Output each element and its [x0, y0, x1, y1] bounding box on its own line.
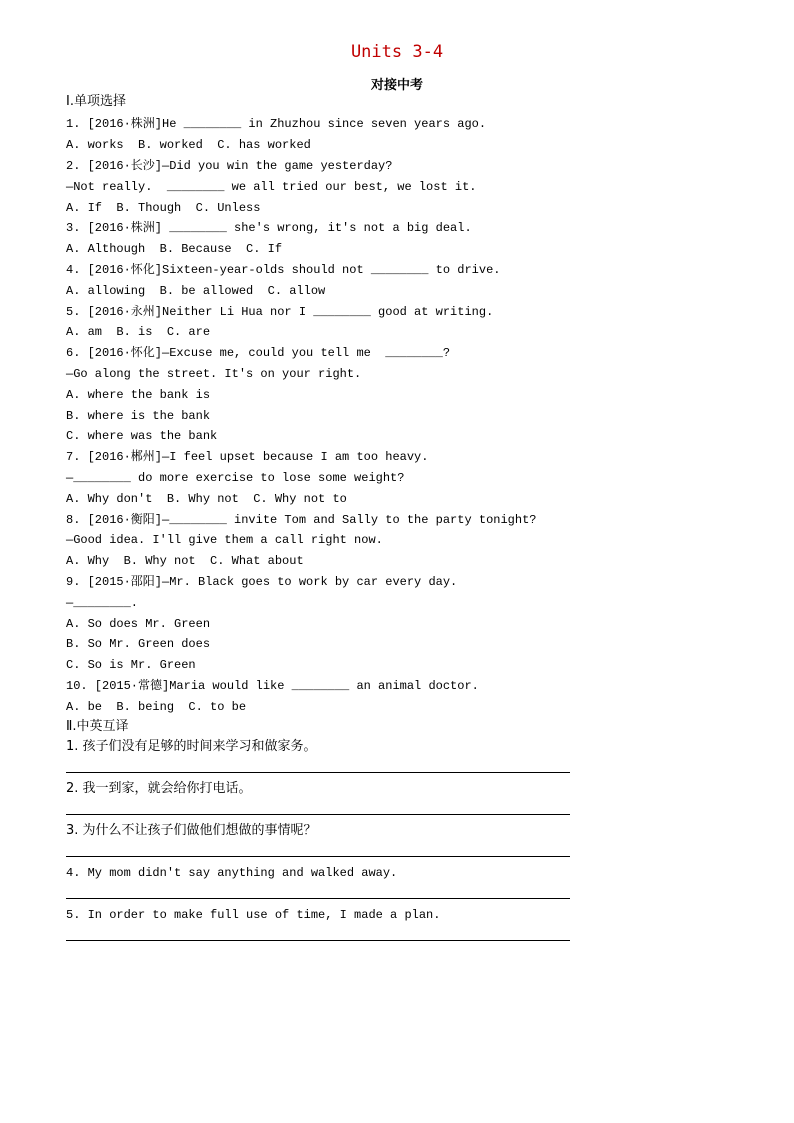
page-subtitle: 对接中考 — [370, 78, 423, 93]
question-7-options: A. Why don't B. Why not C. Why not to — [66, 492, 347, 506]
answer-line-5[interactable] — [66, 940, 570, 941]
section-translation-heading: Ⅱ.中英互译 — [66, 719, 129, 734]
question-3-options: A. Although B. Because C. If — [66, 242, 283, 256]
translation-item-5: 5. In order to make full use of time, I made a plan. — [66, 908, 441, 922]
translation-item-4: 4. My mom didn't say anything and walked away. — [66, 866, 398, 880]
translation-item-1: 1. 孩子们没有足够的时间来学习和做家务。 — [66, 739, 317, 754]
question-2-dialogue: —Not really. ________ we all tried our best, we lost it. — [66, 180, 477, 194]
question-6: 6. [2016·怀化]—Excuse me, could you tell me ________? — [66, 346, 451, 360]
question-8-dialogue: —Good idea. I'll give them a call right now. — [66, 533, 383, 547]
translation-item-3: 3. 为什么不让孩子们做他们想做的事情呢？ — [66, 823, 317, 838]
question-9: 9. [2015·邵阳]—Mr. Black goes to work by car every day. — [66, 575, 458, 589]
question-9-option-c: C. So is Mr. Green — [66, 658, 196, 672]
question-7: 7. [2016·郴州]—I feel upset because I am too heavy. — [66, 450, 429, 464]
question-3: 3. [2016·株洲] ________ she's wrong, it's not a big deal. — [66, 221, 472, 235]
answer-line-2[interactable] — [66, 814, 570, 815]
question-2: 2. [2016·长沙]—Did you win the game yesterday? — [66, 159, 393, 173]
question-8: 8. [2016·衡阳]—________ invite Tom and Sally to the party tonight? — [66, 513, 537, 527]
question-4-options: A. allowing B. be allowed C. allow — [66, 284, 326, 298]
answer-line-1[interactable] — [66, 772, 570, 773]
question-5: 5. [2016·永州]Neither Li Hua nor I ________ good at writing. — [66, 305, 494, 319]
question-8-options: A. Why B. Why not C. What about — [66, 554, 304, 568]
question-7-dialogue: —________ do more exercise to lose some weight? — [66, 471, 405, 485]
question-5-options: A. am B. is C. are — [66, 325, 211, 339]
question-6-dialogue: —Go along the street. It's on your right. — [66, 367, 362, 381]
answer-line-4[interactable] — [66, 898, 570, 899]
question-4: 4. [2016·怀化]Sixteen-year-olds should not ________ to drive. — [66, 263, 501, 277]
question-10: 10. [2015·常德]Maria would like ________ an animal doctor. — [66, 679, 479, 693]
question-9-option-a: A. So does Mr. Green — [66, 617, 211, 631]
translation-item-2: 2. 我一到家，就会给你打电话。 — [66, 781, 252, 796]
page-title: Units 3-4 — [350, 42, 444, 62]
question-1: 1. [2016·株洲]He ________ in Zhuzhou since seven years ago. — [66, 117, 487, 131]
answer-line-3[interactable] — [66, 856, 570, 857]
question-10-options: A. be B. being C. to be — [66, 700, 247, 714]
question-9-option-b: B. So Mr. Green does — [66, 637, 211, 651]
question-1-options: A. works B. worked C. has worked — [66, 138, 311, 152]
question-6-option-a: A. where the bank is — [66, 388, 211, 402]
question-6-option-b: B. where is the bank — [66, 409, 211, 423]
question-6-option-c: C. where was the bank — [66, 429, 218, 443]
question-2-options: A. If B. Though C. Unless — [66, 201, 261, 215]
question-9-dialogue: —________. — [66, 596, 139, 610]
section-multiple-choice-heading: Ⅰ.单项选择 — [66, 94, 126, 109]
